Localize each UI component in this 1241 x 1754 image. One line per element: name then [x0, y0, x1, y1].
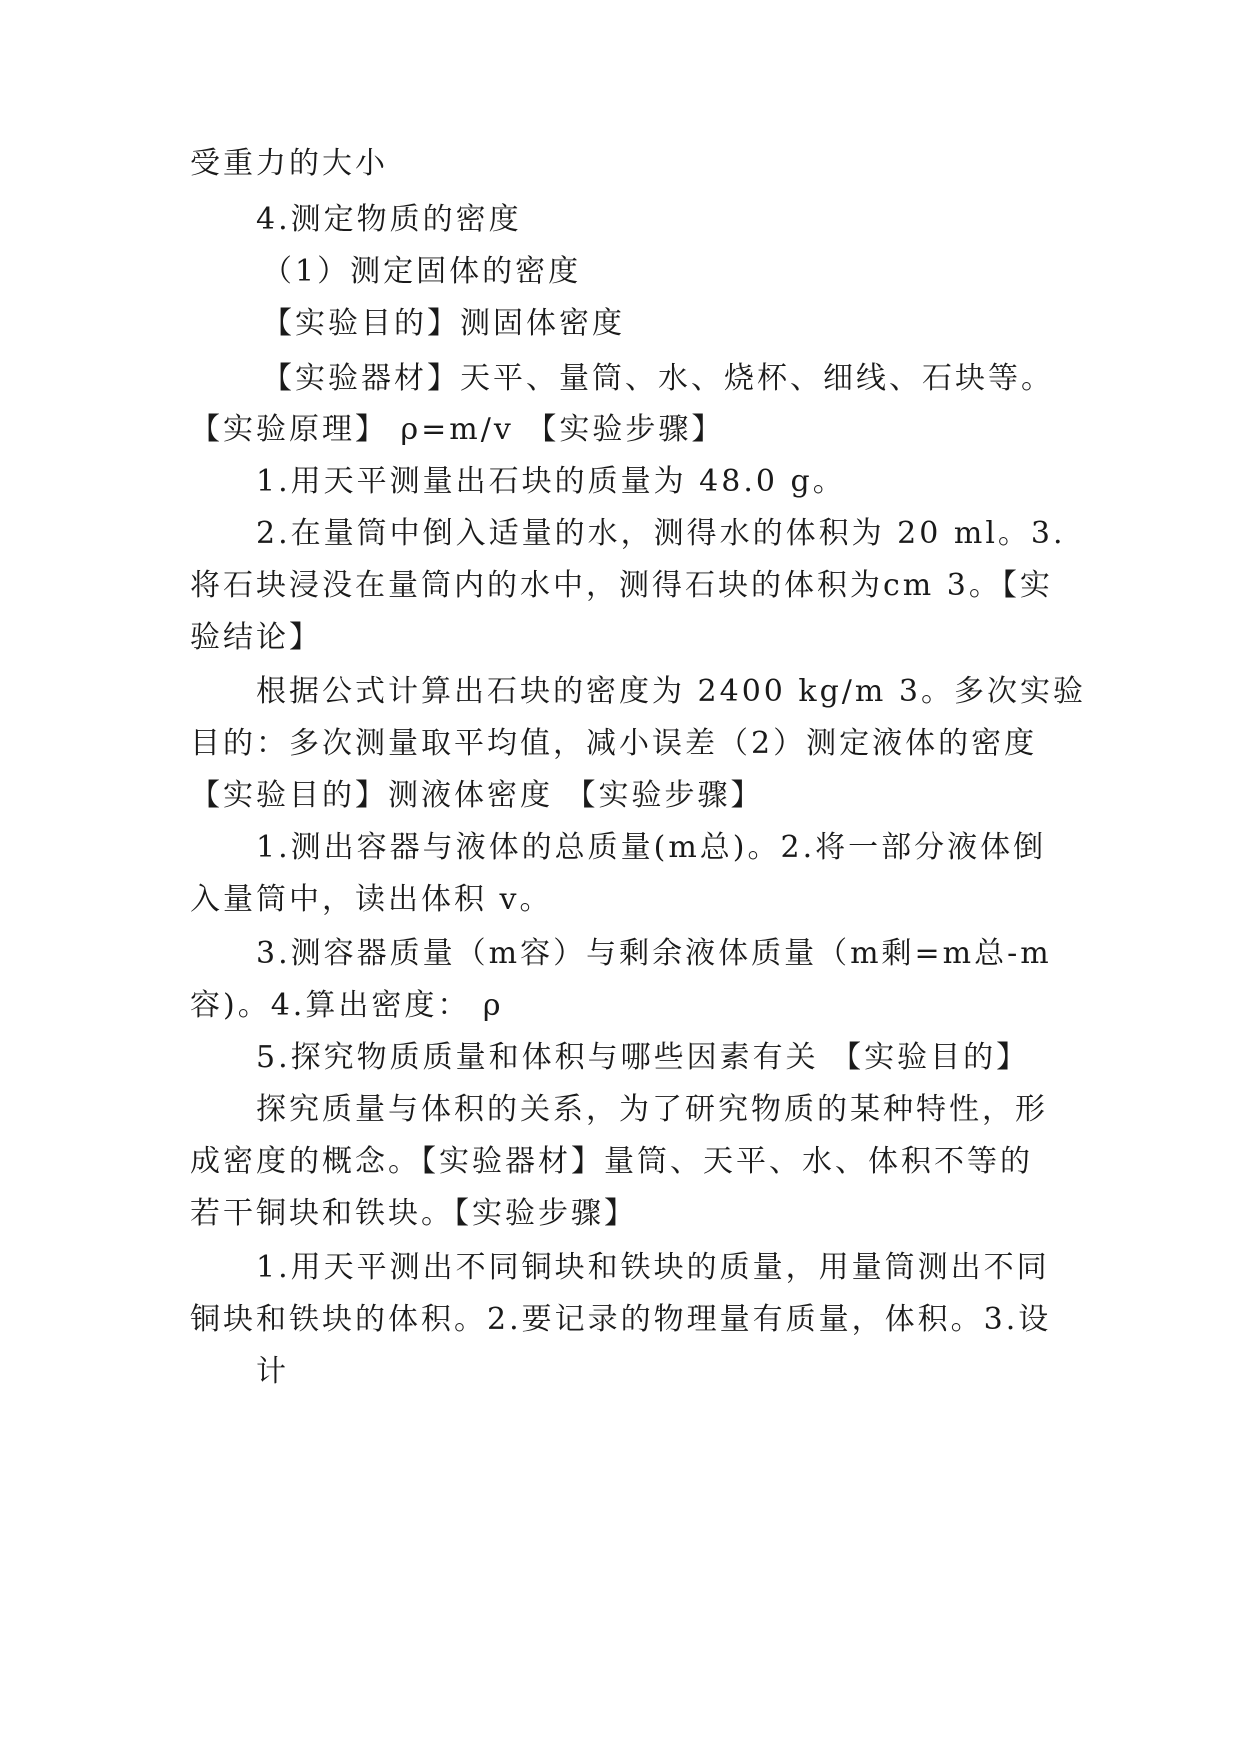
text-line: 1.用天平测出不同铜块和铁块的质量，用量筒测出不同 [256, 1250, 1050, 1285]
text-line: 【实验器材】天平、量筒、水、烧杯、细线、石块等。 [262, 361, 1054, 396]
text-line: 目的：多次测量取平均值，减小误差（2）测定液体的密度 [190, 726, 1038, 761]
text-line: 容)。4.算出密度： ρ [190, 988, 504, 1023]
text-line: 1.测出容器与液体的总质量(m总)。2.将一部分液体倒 [256, 830, 1047, 865]
text-line: 铜块和铁块的体积。2.要记录的物理量有质量，体积。3.设 [190, 1302, 1052, 1337]
text-line: 根据公式计算出石块的密度为 2400 kg/m 3。多次实验 [256, 674, 1086, 709]
text-line: 探究质量与体积的关系，为了研究物质的某种特性，形 [256, 1092, 1048, 1127]
text-line: 受重力的大小 [190, 146, 388, 181]
subsection-heading-solid: （1）测定固体的密度 [262, 254, 582, 289]
text-line: 3.测容器质量（m容）与剩余液体质量（m剩=m总-m [256, 936, 1052, 971]
text-line: 计 [256, 1354, 289, 1389]
text-line: 成密度的概念。【实验器材】量筒、天平、水、体积不等的 [190, 1144, 1033, 1179]
text-line: 若干铜块和铁块。【实验步骤】 [190, 1196, 637, 1231]
text-line: 1.用天平测量出石块的质量为 48.0 g。 [256, 464, 846, 499]
text-line: 【实验目的】测液体密度 【实验步骤】 [190, 778, 764, 813]
text-line: 【实验原理】 ρ=m/v 【实验步骤】 [190, 412, 725, 447]
section-heading-mass-volume: 5.探究物质质量和体积与哪些因素有关 【实验目的】 [256, 1040, 1030, 1075]
text-line: 入量筒中，读出体积 v。 [190, 882, 553, 917]
text-line: 2.在量筒中倒入适量的水，测得水的体积为 20 ml。3. [256, 516, 1066, 551]
text-line: 【实验目的】测固体密度 [262, 306, 625, 341]
text-line: 验结论】 [190, 620, 322, 655]
section-heading-density: 4.测定物质的密度 [256, 202, 522, 237]
text-line: 将石块浸没在量筒内的水中，测得石块的体积为cm 3。【实 [190, 568, 1053, 603]
